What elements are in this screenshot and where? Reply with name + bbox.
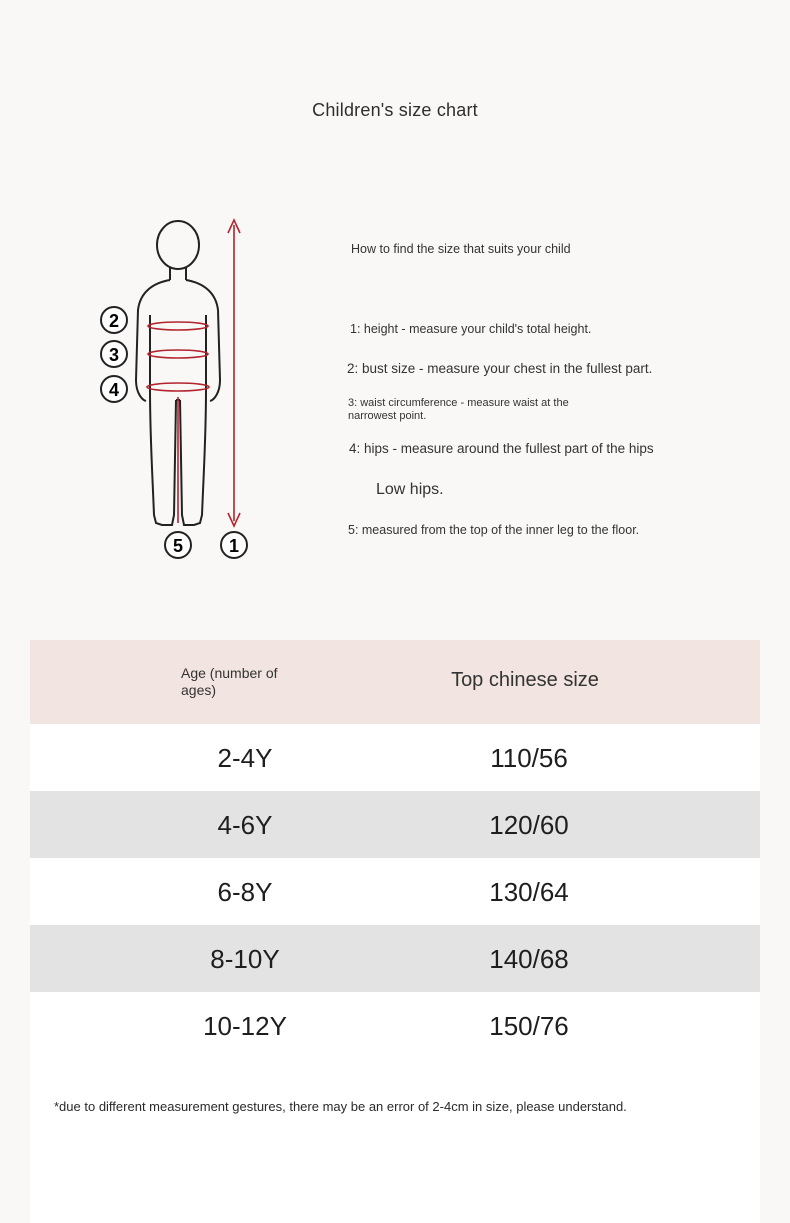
cell-size: 110/56 xyxy=(490,743,568,773)
guide-item-low-hips: Low hips. xyxy=(376,481,444,498)
table-row xyxy=(30,724,760,791)
svg-text:1: 1 xyxy=(228,536,240,556)
cell-age: 4-6Y xyxy=(217,810,273,840)
table-row xyxy=(30,992,760,1059)
cell-size: 150/76 xyxy=(489,1011,569,1041)
column-header-age: Age (number of ages) xyxy=(181,665,278,698)
cell-age: 2-4Y xyxy=(217,743,273,773)
svg-text:5: 5 xyxy=(172,536,184,556)
note-section xyxy=(30,1059,760,1223)
column-header-size: Top chinese size xyxy=(451,669,599,691)
guide-item-hips: 4: hips - measure around the fullest part of the hips xyxy=(349,441,654,456)
svg-text:4: 4 xyxy=(108,380,120,400)
guide-item-height: 1: height - measure your child's total height. xyxy=(350,322,592,336)
table-row xyxy=(30,791,760,858)
guide-heading: How to find the size that suits your child xyxy=(351,242,571,256)
cell-age: 10-12Y xyxy=(203,1011,287,1041)
measurement-guide xyxy=(0,0,790,600)
cell-size: 140/68 xyxy=(489,944,569,974)
table-row xyxy=(30,858,760,925)
cell-size: 130/64 xyxy=(489,877,569,907)
cell-age: 8-10Y xyxy=(210,944,280,974)
svg-text:2: 2 xyxy=(108,311,120,331)
page-title: Children's size chart xyxy=(312,100,478,120)
guide-item-inseam: 5: measured from the top of the inner leg to the floor. xyxy=(348,523,640,537)
guide-item-bust: 2: bust size - measure your chest in the fullest part. xyxy=(347,361,653,376)
guide-item-waist: 3: waist circumference - measure waist at the narrowest point. xyxy=(348,397,569,422)
size-note: *due to different measurement gestures, there may be an error of 2-4cm in size, please understand. xyxy=(54,1099,627,1114)
table-row xyxy=(30,925,760,992)
cell-size: 120/60 xyxy=(489,810,569,840)
cell-age: 6-8Y xyxy=(217,877,273,907)
size-table xyxy=(30,640,760,1223)
table-header xyxy=(30,640,760,724)
svg-text:3: 3 xyxy=(108,345,120,365)
